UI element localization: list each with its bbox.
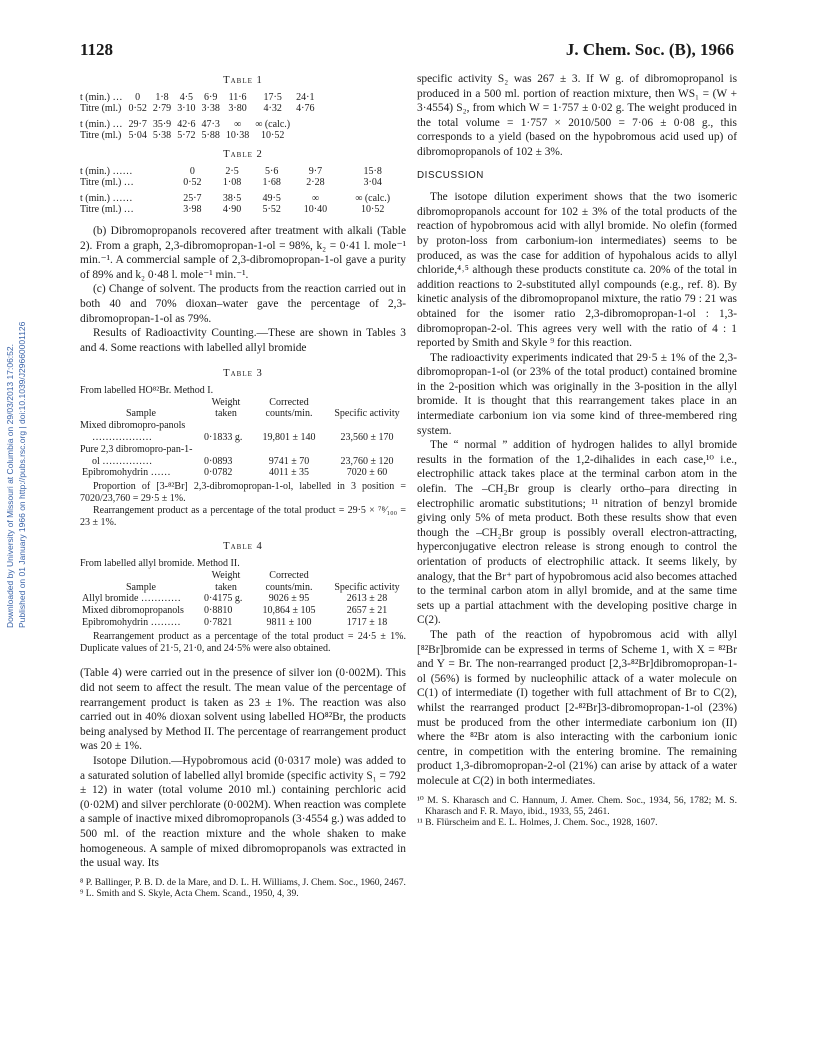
table-row: [80, 444, 406, 468]
table4-note: Rearrangement product as a percentage of the total product = 24·5 ± 1%. Duplicate values of 21·5, 21·0, and 24·5% were also obtained.: [80, 630, 406, 654]
table-cell: Pure 2,3 dibromopro-pan-1-ol ……………: [80, 443, 193, 467]
column-header: Specific activity: [334, 408, 400, 420]
table-cell: 5·04: [128, 130, 147, 142]
table-cell: 1·08: [222, 177, 242, 189]
column-header: Corrected counts/min.: [265, 569, 313, 593]
table-cell: 49·5: [262, 192, 281, 204]
table-row: [80, 617, 406, 629]
table1-title: Table 1: [223, 75, 263, 86]
table-cell: ∞: [311, 192, 319, 204]
table3: [80, 397, 406, 480]
table-row: [80, 103, 317, 115]
table4-subtitle: From labelled allyl bromide. Method II.: [80, 558, 240, 570]
table4-title: Table 4: [223, 541, 263, 553]
table-header-row: [80, 570, 406, 594]
paragraph-isotope-dilution: Isotope Dilution.—Hypobromous acid (0·0317 mole) was added to a saturated solution of labelled allyl bromide (specific activity S₁ = 792 ± 12) in water (total volume 2010 ml.) containing perchloric acid (0·02M) and silver perchlorate (0·002M). When reaction was complete a sample of inactive mixed dibromopropanols (3·4554 g.) was added to 500 ml. of the reaction mixture and the whole shaken to make homogeneous. A sample of mixed dibromopropanols was extracted in the usual way. Its: [80, 754, 406, 870]
table-cell: 10·40: [303, 204, 328, 216]
table-cell: 38·5: [222, 192, 242, 204]
table-cell: 10·38: [225, 130, 250, 142]
table-cell: 0: [135, 91, 141, 103]
right-column: [417, 72, 737, 829]
table-cell: 42·6: [177, 118, 196, 130]
paragraph-discussion-1: The isotope dilution experiment shows that the two isomeric dibromopropanols account for 102 ± 3% of the total products of the reaction of hypobromous acid with allyl bromide. No olefin (formed by proton-loss from carbonium-ion intermediates) seems to be produced, as was the case for addition of hypohalous acids to allyl chloride,⁴˒⁵ although these products constitute ca. 20% of the total in addition reactions to 2-substituted allyl compounds (e.g., ref. 8). By kinetic analysis of the dibromopropanol mixture, the ratio 79 : 21 was obtained for the isomer ratio 2,3-dibromopropan-1-ol : 1,3-dibromopropan-2-ol. This agrees very well with the ratio of 4 : 1 reported by Smith and Skyle ⁹ for this reaction.: [417, 191, 737, 350]
table-cell: 19,801 ± 140: [262, 432, 316, 444]
table4: [80, 570, 406, 629]
table-cell: 1717 ± 18: [346, 617, 388, 629]
table-cell: ∞ (calc.): [255, 118, 291, 130]
table-cell: Titre (ml.): [80, 130, 122, 142]
table-cell: 10·52: [360, 204, 385, 216]
table-cell: 5·6: [265, 165, 279, 177]
column-header: Specific activity: [334, 581, 400, 593]
table-cell: 15·8: [363, 165, 382, 177]
table-cell: Titre (ml.): [80, 103, 122, 115]
table-cell: 4·5: [179, 91, 194, 103]
paragraph-solvent: (c) Change of solvent. The products from the reaction carried out in both 40 and 70% dioxan–water gave the percentage of 2,3-dibromopropan-1-ol as 79%.: [80, 283, 406, 325]
table-header-row: [80, 397, 406, 421]
left-column: [80, 72, 406, 900]
table-cell: 9·7: [308, 165, 323, 177]
table-cell: ∞: [233, 118, 242, 130]
table-cell: 29·7: [128, 118, 147, 130]
table-cell: 4·76: [296, 103, 315, 115]
paragraph-alkali: (b) Dibromopropanols recovered after treatment with alkali (Table 2). From a graph, 2,3-dibromopropan-1-ol = 98%, k₂ = 0·41 l. mole⁻¹ min.⁻¹. A commercial sample of 2,3-dibromopropan-1-ol gave a purity of 89% and k₂ 0·48 l. mole⁻¹ min.⁻¹.: [80, 224, 406, 281]
table-cell: 5·72: [177, 130, 196, 142]
paragraph-table4: (Table 4) were carried out in the presence of silver ion (0·002M). This did not seem to affect the result. The mean value of the percentage of rearrangement product is taken as 23 ± 1%. The reaction was also carried out in 40% dioxan solvent using labelled HO⁸²Br, the products being analysed by Method II. The percentage of rearrangement product was 20 ± 1%.: [80, 667, 406, 753]
download-side-note: [4, 238, 27, 628]
table-cell: 1·8: [155, 91, 169, 103]
table-cell: 24·1: [296, 91, 315, 103]
table-cell: Epibromohydrin ……: [82, 467, 171, 479]
download-line[interactable]: Downloaded by University of Missouri at Columbia on 29/03/2013 17:06:52.: [5, 344, 15, 628]
page-number: 1128: [80, 40, 114, 59]
footnote: ⁹ L. Smith and S. Skyle, Acta Chem. Scand., 1950, 4, 39.: [80, 888, 299, 900]
footnote: ¹⁰ M. S. Kharasch and C. Hannum, J. Amer. Chem. Soc., 1934, 56, 1782; M. S. Kharasch and F. R. Mayo, ibid., 1933, 55, 2461.: [417, 794, 737, 817]
table-cell: 25·7: [183, 192, 202, 204]
table-cell: [293, 119, 317, 131]
table-cell: t (min.) …: [80, 91, 123, 103]
table-row: [80, 119, 317, 131]
table-cell: 9026 ± 95: [268, 593, 310, 605]
footnote: ⁸ P. Ballinger, P. B. D. de la Mare, and D. L. H. Williams, J. Chem. Soc., 1960, 2467.: [80, 876, 406, 888]
section-heading: DISCUSSION: [417, 169, 484, 181]
table-row: [80, 605, 406, 617]
table-cell: 0·52: [183, 177, 202, 189]
table-cell: 0·52: [128, 103, 147, 115]
table-cell: 2·79: [152, 103, 172, 115]
table-cell: 1·68: [262, 177, 281, 189]
column-header: Weight taken: [211, 569, 241, 593]
table-cell: 0·7821: [204, 617, 233, 629]
table-cell: 3·80: [228, 103, 247, 115]
table3-note: Proportion of [3-⁸²Br] 2,3-dibromopropan-1-ol, labelled in 3 position = 7020/23,760 = 29·5 ± 1%.: [80, 481, 406, 505]
table3-note: Rearrangement product as a percentage of the total product = 29·5 × ⁷⁸⁄₁₀₀ = 23 ± 1%.: [80, 504, 406, 528]
table-cell: Mixed dibromopropanols: [82, 605, 184, 617]
table-cell: Mixed dibromopro-panols ………………: [80, 420, 186, 444]
paragraph-discussion-4: The path of the reaction of hypobromous acid with allyl [⁸²Br]bromide can be expressed in terms of Scheme 1, with X = ⁸²Br and Y = Br. The non-rearranged product [2,3-⁸²Br]dibromopropan-1-ol (56%) is formed by nucleophilic attack of a water molecule on C(1) of intermediate (I) together with full attachment of Br to C(2), whilst the rearranged product [2-⁸²Br]3-dibromopropan-1-ol (23%) must be produced from the other intermediate carbonium ion (II) where the ⁸²Br atom is also interacting with the carbonium ionic centre, in competition with the entering bromine. The remaining product 1,3-dibromopropan-2-ol (21%) can arise by attack of a water molecule at C(2) in both intermediates.: [417, 628, 737, 787]
table-cell: 4·32: [263, 103, 282, 115]
table-cell: 11·6: [228, 91, 247, 103]
footnotes-left: [80, 877, 406, 900]
table-cell: 10·52: [260, 130, 285, 142]
column-header: Weight taken: [211, 396, 241, 420]
table-cell: 0·4175 g.: [204, 593, 243, 605]
table-cell: 0·8810: [204, 605, 233, 617]
table-cell: 23,760 ± 120: [340, 455, 394, 467]
table-cell: 47·3: [201, 118, 220, 130]
table-cell: 9741 ± 70: [268, 455, 310, 467]
table-cell: 5·52: [262, 204, 281, 216]
table-cell: 3·10: [177, 103, 196, 115]
table-cell: 4011 ± 35: [268, 467, 310, 479]
column-header: Sample: [126, 408, 156, 420]
column-header: Corrected counts/min.: [265, 396, 313, 420]
table-cell: 9811 ± 100: [266, 617, 312, 629]
table-cell: 3·04: [363, 177, 382, 189]
table3-subtitle: From labelled HO⁸²Br. Method I.: [80, 384, 214, 396]
paragraph-discussion-3: The “ normal ” addition of hydrogen halides to allyl bromide results in the formation of the 1,2-dihalides in each case,¹⁰ i.e., electrophilic attack takes place at the terminal carbon atom in the olefin. The –CH₂Br group is clearly ortho–para directing in electrophilic aromatic substitutions; ¹¹ nitration of benzyl bromide giving only 5% of meta product. Both these results show that even though the –CH₂Br group is possibly overall electron-attracting, hyperconjugative electron release is strong enough to control the orientation of products of electrophilic attack. It seems likely, by analogy, that the Br⁺ part of hypobromous acid also becomes attached to the terminal carbon atom in allyl bromide, and at the same time sets up a partial attachment with the developing positive charge in C(2).: [417, 439, 737, 627]
table-cell: Epibromohydrin ………: [82, 617, 181, 629]
published-line[interactable]: Published on 01 January 1966 on http://pubs.rsc.org | doi:10.1039/J29660001126: [17, 321, 27, 628]
table-cell: [293, 130, 317, 142]
table-cell: 3·98: [183, 204, 202, 216]
table-row: [80, 177, 406, 189]
table-row: [80, 193, 406, 205]
table-cell: t (min.) ……: [80, 165, 133, 177]
table-cell: Allyl bromide …………: [82, 593, 181, 605]
table1: [80, 92, 317, 142]
table-row: [80, 166, 406, 178]
table-row: [80, 420, 406, 444]
table-cell: 7020 ± 60: [346, 467, 388, 479]
table-cell: t (min.) …: [80, 118, 123, 130]
table-cell: Titre (ml.) …: [80, 204, 134, 216]
table-cell: Titre (ml.) …: [80, 177, 134, 189]
journal-header: J. Chem. Soc. (B), 1966: [565, 40, 734, 59]
table-cell: ∞ (calc.): [355, 192, 391, 204]
table-cell: 2·28: [306, 177, 325, 189]
table-row: [80, 467, 406, 479]
table-cell: 5·38: [152, 130, 172, 142]
table-row: [80, 130, 317, 142]
paragraph-specific-activity: specific activity S₂ was 267 ± 3. If W g. of dibromopropanol is produced in a 500 ml. portion of reaction mixture, then WS₁ = (W + 3·4554) S₂, from which W = 1·757 ± 0·02 g. The weight produced in the total volume = 1·757 × 2010/500 = 7·06 ± 0·08 g., this corresponds to a yield (based on the hypobromous acid used up) of dibromopropanols of 102 ± 3%.: [417, 73, 737, 158]
table-cell: 23,560 ± 170: [340, 432, 394, 444]
table-row: [80, 593, 406, 605]
paragraph-discussion-2: The radioactivity experiments indicated that 29·5 ± 1% of the 2,3-dibromopropan-1-ol (or 23% of the total product) contained bromine in the 2-position which was originally in the 3-position in the allyl bromide. It is thought that this rearrangement takes place in an intermediate carbonium ion via some kind of three-membered ring system.: [417, 351, 737, 437]
table-cell: 4·90: [222, 204, 242, 216]
table-cell: 2613 ± 28: [346, 593, 388, 605]
table-cell: 2657 ± 21: [346, 605, 388, 617]
footnote: ¹¹ B. Flürscheim and E. L. Holmes, J. Chem. Soc., 1928, 1607.: [417, 817, 658, 829]
table-row: [80, 92, 317, 104]
table-cell: 5·88: [201, 130, 220, 142]
table-cell: 0·1833 g.: [204, 432, 243, 444]
table-cell: t (min.) ……: [80, 192, 133, 204]
table-row: [80, 204, 406, 216]
footnotes-right: [417, 795, 737, 829]
table-cell: 6·9: [204, 91, 218, 103]
table-cell: 3·38: [201, 103, 220, 115]
table-cell: 0·0782: [204, 467, 233, 479]
table2: [80, 166, 406, 216]
paragraph-radioactivity: Results of Radioactivity Counting.—These are shown in Tables 3 and 4. Some reactions with labelled allyl bromide: [80, 327, 406, 354]
table-cell: 0: [189, 165, 195, 177]
table-cell: 10,864 ± 105: [262, 605, 316, 617]
table-cell: 0·0893: [204, 455, 233, 467]
column-header: Sample: [126, 581, 156, 593]
table3-title: Table 3: [223, 368, 263, 380]
table-cell: 17·5: [263, 91, 282, 103]
table2-title: Table 2: [223, 148, 263, 160]
table-cell: 35·9: [152, 118, 172, 130]
table-cell: 2·5: [225, 165, 239, 177]
